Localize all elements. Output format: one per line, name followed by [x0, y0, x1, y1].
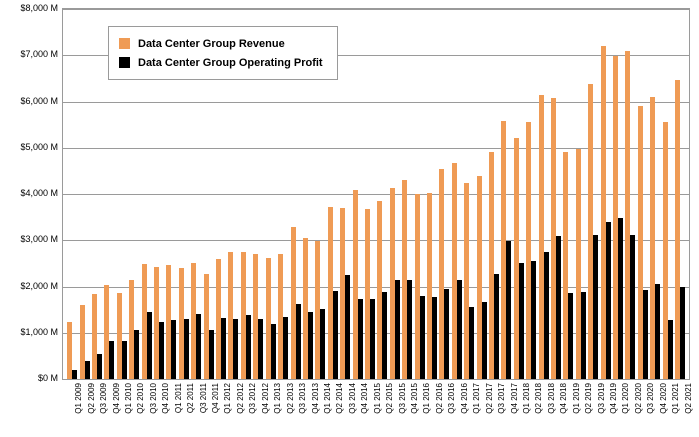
x-axis-tick-label: Q3 2010	[148, 383, 158, 414]
x-axis-tick	[227, 381, 245, 437]
bar-operating-profit	[643, 290, 648, 379]
x-axis-tick-label: Q3 2009	[99, 383, 109, 414]
x-axis-tick	[575, 381, 594, 437]
x-axis-tick-label: Q2 2018	[534, 383, 544, 414]
bar-operating-profit	[457, 280, 462, 379]
bar-group	[624, 9, 636, 379]
bar-group	[662, 9, 674, 379]
x-axis-tick-label: Q1 2009	[74, 383, 84, 414]
x-axis-tick-label: Q4 2019	[609, 383, 619, 414]
bar-operating-profit	[122, 341, 127, 379]
x-axis-tick-label: Q3 2018	[546, 383, 556, 414]
bar-operating-profit	[233, 319, 238, 379]
bar-operating-profit	[556, 236, 561, 379]
x-axis-tick-label: Q2 2017	[484, 383, 494, 414]
bar-group	[426, 9, 438, 379]
x-axis-tick	[401, 381, 420, 437]
x-axis-tick-label: Q2 2016	[434, 383, 444, 414]
x-axis-tick	[127, 381, 146, 437]
bar-operating-profit	[358, 299, 363, 379]
legend-label-revenue: Data Center Group Revenue	[138, 37, 285, 50]
x-axis-tick-label: Q4 2016	[459, 383, 469, 414]
x-axis-tick	[550, 381, 569, 437]
bar-operating-profit	[147, 312, 152, 379]
x-axis-tick-label: Q2 2009	[86, 383, 96, 414]
x-axis-tick-label: Q3 2020	[646, 383, 656, 414]
x-axis-tick-label: Q1 2011	[173, 383, 183, 414]
bar-group	[401, 9, 413, 379]
x-axis-tick	[289, 381, 308, 437]
y-axis-tick-label: $1,000 M	[20, 326, 58, 337]
y-axis-tick-label: $5,000 M	[20, 141, 58, 152]
x-axis-tick-label: Q2 2021	[683, 383, 693, 414]
bar-operating-profit	[568, 293, 573, 379]
bar-group	[500, 9, 512, 379]
bar-group	[525, 9, 537, 379]
x-axis-tick	[140, 381, 158, 437]
y-axis-tick-label: $4,000 M	[20, 188, 58, 198]
x-axis-tick-label: Q4 2010	[161, 383, 171, 414]
x-axis-tick-label: Q3 2017	[497, 383, 507, 414]
x-axis-tick	[152, 381, 171, 437]
x-axis-tick-label: Q1 2017	[472, 383, 482, 414]
x-axis-tick	[214, 381, 233, 437]
bar-operating-profit	[159, 322, 164, 379]
x-axis-tick	[413, 381, 432, 437]
bar-operating-profit	[196, 314, 201, 379]
bar-operating-profit	[184, 319, 189, 379]
x-axis-tick	[563, 381, 581, 437]
x-axis-tick	[388, 381, 407, 437]
bar-operating-profit	[370, 299, 375, 379]
x-axis-tick-label: Q3 2016	[447, 383, 457, 414]
y-axis-tick-label: $8,000 M	[20, 3, 58, 13]
bar-operating-profit	[308, 312, 313, 379]
bar-operating-profit	[519, 263, 524, 379]
y-axis-tick-label: $0 M	[37, 373, 58, 383]
chart-legend	[108, 26, 338, 80]
x-axis-tick	[77, 381, 96, 437]
x-axis-tick	[252, 381, 270, 437]
x-axis-tick-label: Q4 2017	[509, 383, 519, 414]
y-axis-tick-label: $2,000 M	[20, 280, 58, 291]
x-axis-tick-label: Q3 2013	[298, 383, 308, 414]
x-axis-tick	[165, 381, 183, 437]
bar-operating-profit	[72, 370, 77, 379]
bar-group	[438, 9, 450, 379]
x-axis-tick-label: Q4 2020	[658, 383, 668, 414]
bar-operating-profit	[258, 319, 263, 379]
x-axis-tick	[351, 381, 370, 437]
x-axis-tick	[115, 381, 133, 437]
x-axis-tick-label: Q4 2018	[559, 383, 569, 414]
bar-operating-profit	[333, 291, 338, 379]
bar-group	[364, 9, 376, 379]
bar-group	[575, 9, 587, 379]
x-axis-tick-label: Q2 2012	[235, 383, 245, 414]
x-axis-tick-label: Q2 2011	[186, 383, 196, 414]
bar-group	[649, 9, 661, 379]
bar-operating-profit	[320, 309, 325, 379]
x-axis-tick	[364, 381, 382, 437]
bar-group	[463, 9, 475, 379]
x-axis-tick-label: Q1 2020	[621, 383, 631, 414]
x-axis-tick-label: Q3 2012	[248, 383, 258, 414]
x-axis-tick	[202, 381, 221, 437]
x-axis-tick	[339, 381, 357, 437]
bar-group	[587, 9, 599, 379]
y-axis-tick-label: $7,000 M	[20, 49, 58, 60]
bar-operating-profit	[296, 304, 301, 379]
x-axis-tick	[500, 381, 519, 437]
x-axis-tick-label: Q2 2014	[335, 383, 345, 414]
x-axis-tick-label: Q2 2015	[385, 383, 395, 414]
bar-operating-profit	[345, 275, 350, 379]
bar-group	[91, 9, 103, 379]
bar-operating-profit	[97, 354, 102, 379]
bar-operating-profit	[246, 315, 251, 379]
bar-operating-profit	[85, 361, 90, 379]
bar-operating-profit	[544, 252, 549, 379]
x-axis-tick-label: Q2 2020	[633, 383, 643, 414]
x-axis-tick	[177, 381, 196, 437]
x-axis-tick-label: Q1 2021	[671, 383, 681, 414]
bar-operating-profit	[668, 320, 673, 379]
bar-operating-profit	[420, 296, 425, 379]
bar-group	[513, 9, 525, 379]
bar-group	[66, 9, 78, 379]
x-axis-tick	[102, 381, 121, 437]
bar-operating-profit	[606, 222, 611, 379]
legend-label-operating-profit: Data Center Group Operating Profit	[138, 56, 323, 69]
x-axis-tick-label: Q4 2013	[310, 383, 320, 414]
x-axis-tick-label: Q1 2012	[223, 383, 233, 414]
bar-group	[562, 9, 574, 379]
x-axis-tick	[612, 381, 631, 437]
x-axis-tick-label: Q3 2011	[198, 383, 208, 414]
x-axis-tick	[239, 381, 258, 437]
bar-group	[451, 9, 463, 379]
x-axis-tick-label: Q4 2014	[360, 383, 370, 414]
x-axis-tick	[475, 381, 494, 437]
x-axis-tick	[538, 381, 556, 437]
bar-group	[612, 9, 624, 379]
bar-operating-profit	[271, 324, 276, 380]
x-axis-tick	[301, 381, 320, 437]
bar-operating-profit	[482, 302, 487, 379]
x-axis-tick	[426, 381, 444, 437]
x-axis-tick-label: Q1 2019	[571, 383, 581, 414]
x-axis-tick	[488, 381, 507, 437]
legend-swatch-revenue	[119, 38, 130, 49]
x-axis-tick-label: Q2 2010	[136, 383, 146, 414]
x-axis-tick-label: Q4 2012	[260, 383, 270, 414]
x-axis-tick-label: Q4 2009	[111, 383, 121, 414]
x-axis-tick	[189, 381, 208, 437]
x-axis-tick	[625, 381, 643, 437]
bar-operating-profit	[581, 292, 586, 379]
x-axis-tick-label: Q1 2014	[322, 383, 332, 414]
x-axis-tick-label: Q1 2016	[422, 383, 432, 414]
x-axis-tick-label: Q3 2019	[596, 383, 606, 414]
x-axis-tick	[600, 381, 619, 437]
x-axis-tick	[314, 381, 332, 437]
x-axis-tick	[326, 381, 345, 437]
bar-operating-profit	[109, 341, 114, 379]
bar-operating-profit	[531, 261, 536, 379]
bar-operating-profit	[618, 218, 623, 379]
bar-group	[475, 9, 487, 379]
bar-operating-profit	[494, 274, 499, 379]
y-axis-tick-label: $3,000 M	[20, 234, 58, 245]
x-axis-tick	[662, 381, 681, 437]
x-axis-tick-label: Q1 2010	[123, 383, 133, 414]
bar-operating-profit	[432, 297, 437, 379]
bar-group	[389, 9, 401, 379]
legend-swatch-operating-profit	[119, 57, 130, 68]
bar-operating-profit	[655, 284, 660, 379]
bar-operating-profit	[444, 289, 449, 379]
x-axis-tick	[90, 381, 109, 437]
x-axis-tick	[637, 381, 656, 437]
y-axis-tick-label: $6,000 M	[20, 95, 58, 106]
bar-group	[339, 9, 351, 379]
x-axis-tick-label: Q2 2013	[285, 383, 295, 414]
bar-group	[674, 9, 686, 379]
bar-operating-profit	[382, 292, 387, 379]
x-axis-tick	[451, 381, 469, 437]
bar-group	[637, 9, 649, 379]
bar-group	[550, 9, 562, 379]
bar-operating-profit	[395, 280, 400, 379]
x-axis-tick	[587, 381, 606, 437]
bar-operating-profit	[134, 330, 139, 379]
x-axis-tick	[463, 381, 482, 437]
x-axis-tick	[513, 381, 531, 437]
bar-group	[351, 9, 363, 379]
bar-operating-profit	[407, 280, 412, 379]
x-axis-tick	[438, 381, 457, 437]
bar-operating-profit	[506, 241, 511, 379]
x-axis-tick-label: Q3 2014	[347, 383, 357, 414]
x-axis-tick-label: Q1 2018	[521, 383, 531, 414]
bar-operating-profit	[171, 320, 176, 379]
bar-operating-profit	[469, 307, 474, 379]
x-axis-tick	[264, 381, 283, 437]
x-axis-tick-label: Q4 2015	[410, 383, 420, 414]
bar-group	[376, 9, 388, 379]
x-axis-tick-label: Q2 2019	[584, 383, 594, 414]
bar-group	[537, 9, 549, 379]
bar-operating-profit	[630, 235, 635, 379]
x-axis-tick	[674, 381, 693, 437]
x-axis-tick	[650, 381, 668, 437]
legend-item-operating-profit	[119, 53, 323, 72]
x-axis-tick-label: Q1 2013	[273, 383, 283, 414]
x-axis-tick	[376, 381, 395, 437]
bar-group	[78, 9, 90, 379]
bar-operating-profit	[283, 317, 288, 379]
bar-operating-profit	[221, 318, 226, 380]
x-axis-tick	[65, 381, 84, 437]
x-axis	[62, 381, 693, 437]
bar-operating-profit	[593, 235, 598, 379]
x-axis-tick	[276, 381, 295, 437]
legend-item-revenue	[119, 34, 323, 53]
bar-operating-profit	[209, 330, 214, 379]
bar-operating-profit	[680, 287, 685, 379]
x-axis-tick-label: Q3 2015	[397, 383, 407, 414]
bar-group	[413, 9, 425, 379]
bar-group	[599, 9, 611, 379]
x-axis-tick-label: Q4 2011	[211, 383, 221, 414]
x-axis-tick	[525, 381, 544, 437]
y-axis	[0, 3, 58, 383]
bar-group	[488, 9, 500, 379]
x-axis-tick-label: Q1 2015	[372, 383, 382, 414]
